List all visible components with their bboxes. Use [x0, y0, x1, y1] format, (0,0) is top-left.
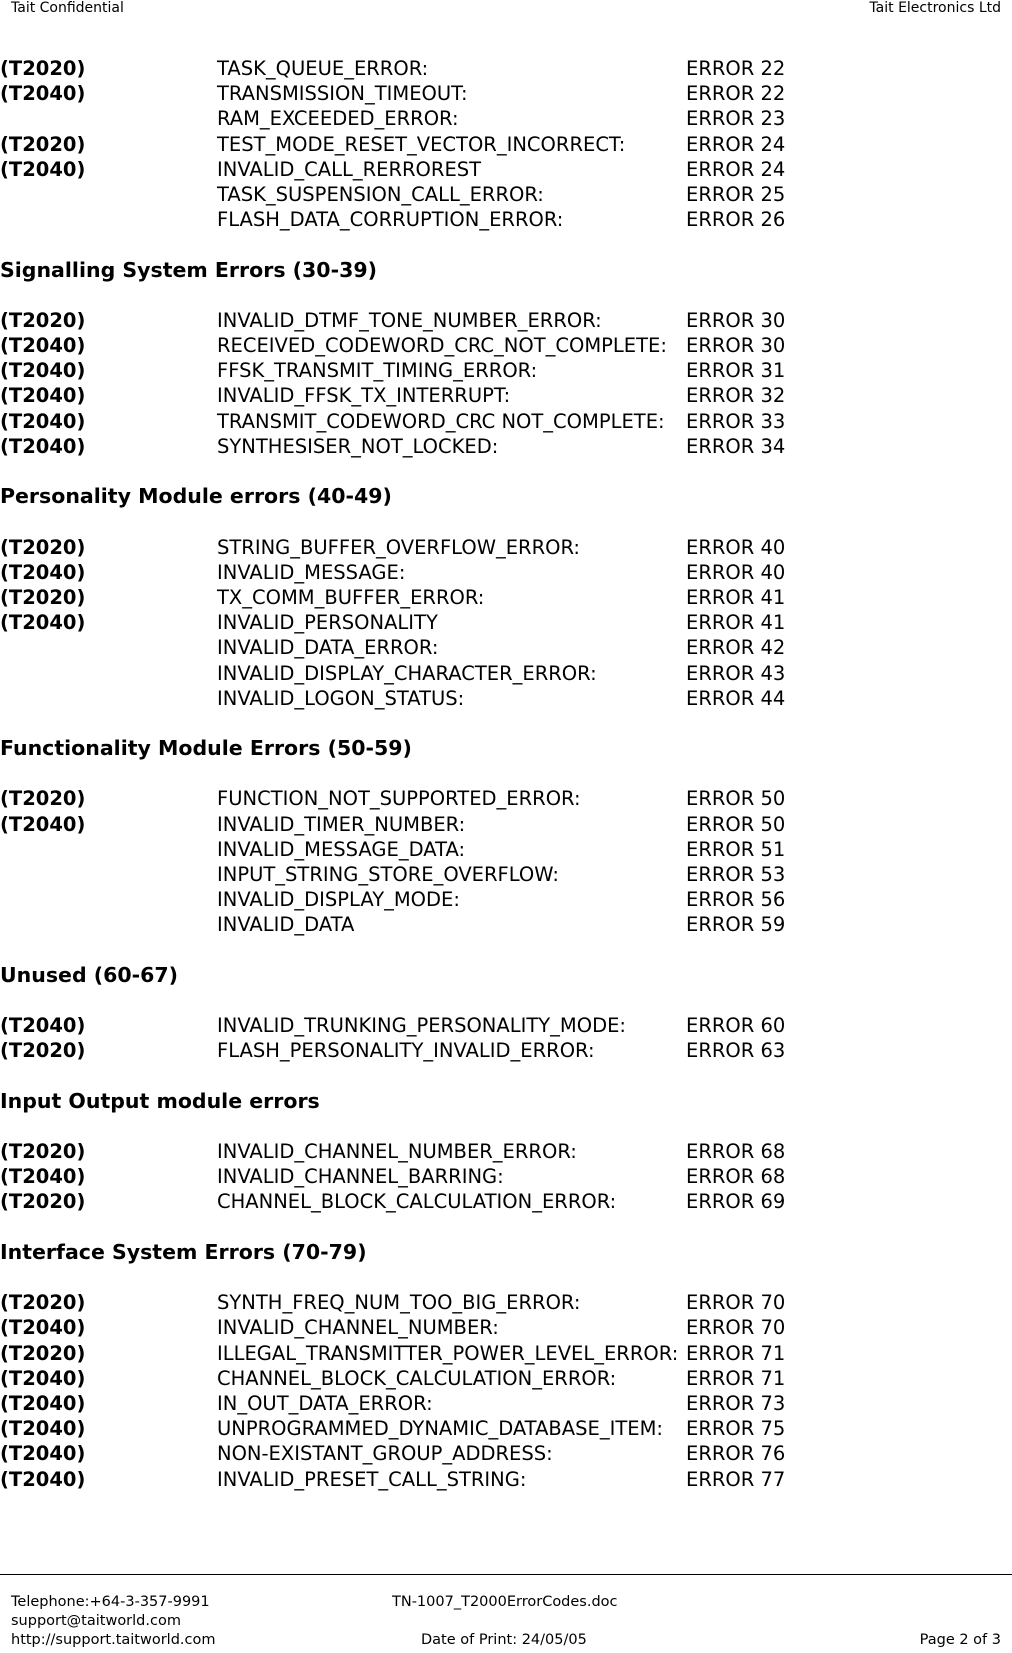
error-code: ERROR 30 [686, 334, 786, 358]
section-heading: Unused (60-67) [0, 962, 179, 987]
error-code: ERROR 25 [686, 182, 786, 206]
error-code: ERROR 23 [686, 107, 786, 131]
error-row [0, 383, 1012, 408]
error-code: ERROR 50 [686, 812, 786, 836]
error-name: FLASH_DATA_CORRUPTION_ERROR: [217, 208, 564, 232]
radio-model: (T2040) [0, 157, 86, 181]
error-code: ERROR 22 [686, 82, 786, 106]
error-name: INVALID_CALL_RERROREST [217, 157, 482, 181]
error-code: ERROR 71 [686, 1366, 786, 1390]
error-code: ERROR 30 [686, 308, 786, 332]
error-name: INVALID_PERSONALITY [217, 611, 438, 635]
error-row [0, 1391, 1012, 1416]
error-row [0, 1441, 1012, 1466]
error-row [0, 409, 1012, 434]
footer-print-date: Date of Print: 24/05/05 [421, 1632, 587, 1648]
header-company: Tait Electronics Ltd [869, 0, 1001, 16]
error-name: SYNTH_FREQ_NUM_TOO_BIG_ERROR: [217, 1291, 581, 1315]
radio-model: (T2040) [0, 1417, 86, 1441]
error-code: ERROR 63 [686, 1039, 786, 1063]
error-row [0, 812, 1012, 837]
section-spacer [0, 459, 1012, 484]
error-name: INVALID_CHANNEL_BARRING: [217, 1165, 504, 1189]
error-name: CHANNEL_BLOCK_CALCULATION_ERROR: [217, 1190, 617, 1214]
radio-model: (T2020) [0, 1291, 86, 1315]
section-spacer [0, 509, 1012, 534]
radio-model: (T2040) [0, 384, 86, 408]
error-name: INVALID_DISPLAY_CHARACTER_ERROR: [217, 661, 597, 685]
error-name: IN_OUT_DATA_ERROR: [217, 1391, 433, 1415]
radio-model: (T2040) [0, 1366, 86, 1390]
radio-model: (T2040) [0, 82, 86, 106]
error-name: INVALID_TRUNKING_PERSONALITY_MODE: [217, 1014, 627, 1038]
error-row [0, 686, 1012, 711]
error-code: ERROR 77 [686, 1467, 786, 1491]
radio-model: (T2040) [0, 1316, 86, 1340]
error-row [0, 132, 1012, 157]
error-row [0, 1416, 1012, 1441]
error-row [0, 635, 1012, 660]
error-code: ERROR 33 [686, 409, 786, 433]
footer-email: support@taitworld.com [11, 1613, 181, 1629]
footer-telephone: Telephone:+64-3-357-9991 [11, 1594, 210, 1610]
radio-model: (T2020) [0, 1341, 86, 1365]
error-name: INVALID_CHANNEL_NUMBER: [217, 1316, 499, 1340]
section-spacer [0, 761, 1012, 786]
radio-model: (T2040) [0, 1467, 86, 1491]
radio-model: (T2040) [0, 1165, 86, 1189]
error-name: FFSK_TRANSMIT_TIMING_ERROR: [217, 359, 538, 383]
error-code: ERROR 70 [686, 1316, 786, 1340]
radio-model: (T2040) [0, 560, 86, 584]
error-name: UNPROGRAMMED_DYNAMIC_DATABASE_ITEM: [217, 1417, 663, 1441]
radio-model: (T2040) [0, 812, 86, 836]
error-row [0, 1290, 1012, 1315]
section-spacer [0, 938, 1012, 963]
error-name: SYNTHESISER_NOT_LOCKED: [217, 434, 499, 458]
error-name: INVALID_MESSAGE_DATA: [217, 837, 466, 861]
error-row [0, 1038, 1012, 1063]
section-spacer [0, 1215, 1012, 1240]
error-name: TEST_MODE_RESET_VECTOR_INCORRECT: [217, 132, 626, 156]
error-name: RAM_EXCEEDED_ERROR: [217, 107, 459, 131]
error-code: ERROR 60 [686, 1014, 786, 1038]
error-name: INVALID_FFSK_TX_INTERRUPT: [217, 384, 511, 408]
radio-model: (T2040) [0, 334, 86, 358]
footer-document-name: TN-1007_T2000ErrorCodes.doc [392, 1594, 618, 1610]
error-name: FLASH_PERSONALITY_INVALID_ERROR: [217, 1039, 595, 1063]
footer-page-number: Page 2 of 3 [919, 1632, 1001, 1648]
error-row [0, 207, 1012, 232]
section-heading: Interface System Errors (70-79) [0, 1239, 367, 1264]
error-code: ERROR 41 [686, 611, 786, 635]
error-row [0, 1315, 1012, 1340]
footer-rule [0, 1574, 1012, 1575]
section-heading: Personality Module errors (40-49) [0, 484, 392, 509]
error-name: INVALID_DATA_ERROR: [217, 636, 439, 660]
error-row [0, 1366, 1012, 1391]
error-row [0, 1189, 1012, 1214]
error-code: ERROR 42 [686, 636, 786, 660]
error-row [0, 157, 1012, 182]
error-name: RECEIVED_CODEWORD_CRC_NOT_COMPLETE: [217, 334, 667, 358]
radio-model: (T2020) [0, 132, 86, 156]
error-row [0, 535, 1012, 560]
error-row [0, 786, 1012, 811]
header-confidential: Tait Confidential [11, 0, 124, 16]
error-code: ERROR 73 [686, 1391, 786, 1415]
error-name: INVALID_TIMER_NUMBER: [217, 812, 466, 836]
radio-model: (T2040) [0, 611, 86, 635]
error-name: FUNCTION_NOT_SUPPORTED_ERROR: [217, 787, 581, 811]
error-row [0, 434, 1012, 459]
radio-model: (T2020) [0, 535, 86, 559]
error-name: INVALID_DISPLAY_MODE: [217, 888, 460, 912]
radio-model: (T2020) [0, 1190, 86, 1214]
radio-model: (T2020) [0, 787, 86, 811]
error-name: TRANSMIT_CODEWORD_CRC NOT_COMPLETE: [217, 409, 665, 433]
error-row [0, 1164, 1012, 1189]
error-code: ERROR 24 [686, 132, 786, 156]
section-heading: Input Output module errors [0, 1088, 320, 1113]
error-name: INPUT_STRING_STORE_OVERFLOW: [217, 863, 559, 886]
error-row [0, 1341, 1012, 1366]
error-name: INVALID_CHANNEL_NUMBER_ERROR: [217, 1140, 577, 1164]
error-row [0, 560, 1012, 585]
error-code: ERROR 31 [686, 359, 786, 383]
error-code: ERROR 44 [686, 686, 786, 710]
radio-model: (T2020) [0, 1039, 86, 1063]
error-code: ERROR 24 [686, 157, 786, 181]
error-code: ERROR 43 [686, 661, 786, 685]
error-name: INVALID_DATA [217, 913, 355, 937]
section-spacer [0, 232, 1012, 257]
radio-model: (T2020) [0, 585, 86, 609]
error-row [0, 81, 1012, 106]
radio-model: (T2040) [0, 434, 86, 458]
error-row [0, 837, 1012, 862]
error-code: ERROR 51 [686, 837, 786, 861]
error-code: ERROR 75 [686, 1417, 786, 1441]
error-row [0, 887, 1012, 912]
error-row [0, 1013, 1012, 1038]
error-name: CHANNEL_BLOCK_CALCULATION_ERROR: [217, 1366, 617, 1390]
footer-website: http://support.taitworld.com [11, 1632, 216, 1648]
section-heading: Functionality Module Errors (50-59) [0, 736, 412, 761]
error-row [0, 106, 1012, 131]
error-name: INVALID_LOGON_STATUS: [217, 686, 465, 710]
error-name: INVALID_DTMF_TONE_NUMBER_ERROR: [217, 308, 602, 332]
error-row [0, 182, 1012, 207]
error-code: ERROR 70 [686, 1291, 786, 1315]
page-footer [0, 1574, 1012, 1653]
error-row [0, 1139, 1012, 1164]
section-spacer [0, 1114, 1012, 1139]
section-spacer [0, 1064, 1012, 1089]
error-code: ERROR 76 [686, 1442, 786, 1466]
section-spacer [0, 988, 1012, 1013]
error-row [0, 862, 1012, 887]
error-code: ERROR 56 [686, 888, 786, 912]
error-code: ERROR 68 [686, 1140, 786, 1164]
radio-model: (T2040) [0, 409, 86, 433]
error-code: ERROR 68 [686, 1165, 786, 1189]
error-code: ERROR 40 [686, 560, 786, 584]
error-code-list [0, 56, 1012, 1492]
radio-model: (T2020) [0, 308, 86, 332]
error-name: INVALID_MESSAGE: [217, 560, 406, 584]
error-row [0, 661, 1012, 686]
error-name: TASK_QUEUE_ERROR: [217, 57, 429, 80]
error-code: ERROR 59 [686, 913, 786, 937]
error-code: ERROR 41 [686, 585, 786, 609]
error-row [0, 1467, 1012, 1492]
radio-model: (T2040) [0, 1391, 86, 1415]
error-name: NON-EXISTANT_GROUP_ADDRESS: [217, 1442, 553, 1466]
error-code: ERROR 26 [686, 208, 786, 232]
error-row [0, 56, 1012, 81]
error-code: ERROR 34 [686, 434, 786, 458]
radio-model: (T2040) [0, 1442, 86, 1466]
error-name: STRING_BUFFER_OVERFLOW_ERROR: [217, 535, 581, 559]
error-name: TASK_SUSPENSION_CALL_ERROR: [217, 182, 544, 206]
error-row [0, 585, 1012, 610]
error-name: TRANSMISSION_TIMEOUT: [217, 82, 468, 106]
error-code: ERROR 69 [686, 1190, 786, 1214]
error-row [0, 610, 1012, 635]
section-spacer [0, 283, 1012, 308]
error-name: INVALID_PRESET_CALL_STRING: [217, 1467, 527, 1491]
section-spacer [0, 711, 1012, 736]
error-name: ILLEGAL_TRANSMITTER_POWER_LEVEL_ERROR: [217, 1341, 679, 1365]
radio-model: (T2040) [0, 359, 86, 383]
error-code: ERROR 50 [686, 787, 786, 811]
error-code: ERROR 71 [686, 1341, 786, 1365]
error-code: ERROR 40 [686, 535, 786, 559]
section-spacer [0, 1265, 1012, 1290]
error-code: ERROR 22 [686, 57, 786, 80]
error-code: ERROR 53 [686, 863, 786, 886]
error-row [0, 912, 1012, 937]
section-heading: Signalling System Errors (30-39) [0, 257, 377, 282]
error-name: TX_COMM_BUFFER_ERROR: [217, 585, 485, 609]
error-row [0, 333, 1012, 358]
radio-model: (T2040) [0, 1014, 86, 1038]
error-code: ERROR 32 [686, 384, 786, 408]
error-row [0, 358, 1012, 383]
error-row [0, 308, 1012, 333]
radio-model: (T2020) [0, 57, 86, 80]
radio-model: (T2020) [0, 1140, 86, 1164]
